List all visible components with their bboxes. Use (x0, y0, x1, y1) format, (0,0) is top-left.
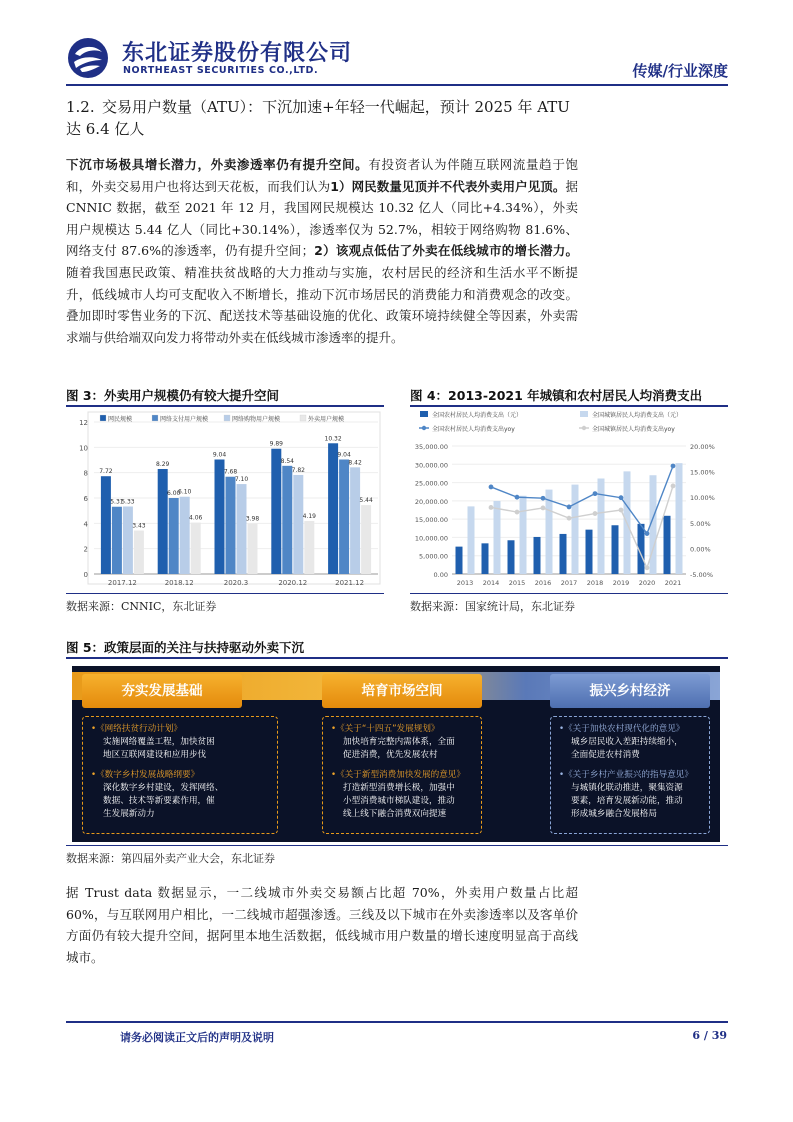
fig3-bar (248, 524, 258, 574)
fig3-legend-label: 网络支付用户规模 (160, 416, 209, 423)
fig3-data-label: 8.54 (280, 457, 294, 465)
fig4-ytick-left-label: 0.00 (433, 571, 448, 579)
fig4-point-rural-yoy (567, 505, 572, 510)
footer-divider (66, 1021, 728, 1023)
fig5-title: 图 5：政策层面的关注与扶持驱动外卖下沉 (66, 640, 305, 655)
fig3-data-label: 6.00 (167, 490, 181, 497)
fig4-xtick-label: 2021 (664, 579, 682, 587)
fig4-point-urban-yoy (489, 505, 494, 510)
fig4-bar-rural (482, 543, 489, 574)
policy-item-title: •《关于乡村产业振兴的指导意见》 (559, 770, 693, 780)
fig4-bar-rural (534, 537, 541, 574)
fig3-data-label: 9.04 (212, 451, 227, 459)
section-title-text: 交易用户数量（ATU）：下沉加速+年轻一代崛起，预计 2025 年 ATU 达 6.4 亿人 (66, 98, 570, 138)
fig4-xtick-label: 2015 (508, 579, 526, 587)
section-number: 1.2. (66, 98, 95, 116)
fig5-bottom-rule (66, 845, 728, 846)
fig4-point-rural-yoy (515, 495, 520, 500)
policy-item-line: 地区互联网建设和应用步伐 (103, 750, 207, 760)
fig3-data-label: 3.98 (245, 515, 260, 523)
body-paragraph-1 (66, 154, 578, 348)
policy-item-line: 数据、技术等新要素作用，催 (103, 796, 215, 806)
fig3-data-label: 7.72 (99, 468, 113, 476)
fig3-bar (191, 523, 201, 574)
fig3-data-label: 8.42 (348, 459, 362, 467)
fig4-bar-rural (560, 534, 567, 574)
policy-item-line: 城乡居民收入差距持续缩小， (571, 737, 683, 747)
fig3-bar (293, 475, 303, 574)
fig3-xtick-label: 2018.12 (164, 579, 194, 587)
policy-item-line: 促进消费，优先发展农村 (343, 750, 438, 760)
fig3-xtick-label: 2017.12 (107, 579, 137, 587)
fig4-point-urban-yoy (567, 516, 572, 521)
fig4-legend-marker (422, 426, 426, 430)
fig3-title: 图 3：外卖用户规模仍有较大提升空间 (66, 388, 280, 403)
fig4-bar-rural (456, 547, 463, 574)
fig3-bar (282, 466, 292, 574)
fig5-source: 数据来源：第四届外卖产业大会，东北证券 (66, 852, 275, 865)
fig3-bar (101, 476, 111, 574)
policy-item-line: 深化数字乡村建设，发挥网络、 (103, 783, 224, 793)
fig3-xtick-label: 2021.12 (335, 579, 365, 587)
body-paragraph-2: 据 Trust data 数据显示，一二线城市外卖交易额占比超 70%，外卖用户数量占比超 60%，与互联网用户相比，一二线城市超强渗透。三线及以下城市在外卖渗透率以及客单价方面仍有较大提升空间，据阿里本地生活数据，低线城市用户数量的增长速度明显高于高线城市。 (66, 885, 578, 965)
fig3-bar (169, 498, 179, 574)
fig3-legend-label: 网络购物用户规模 (232, 416, 281, 423)
fig4-legend-swatch (580, 411, 588, 417)
para1-text-1: 有投资者认为伴随互联网流量趋于饱和，外卖交易用户也将达到天花板，而我们认为 (66, 157, 578, 194)
fig3-data-label: 9.89 (269, 440, 283, 448)
fig3-ytick-label: 2 (83, 545, 88, 554)
fig4-xtick-label: 2016 (534, 579, 552, 587)
policy-item-line: 全面促进农村消费 (571, 750, 640, 760)
fig4-ytick-left-label: 35,000.00 (414, 443, 448, 451)
fig3-bar (361, 505, 371, 574)
policy-item-line: 加快培育完整内需体系，全面 (343, 737, 455, 747)
policy-item-line: 小型消费城市梯队建设，推动 (343, 796, 455, 806)
fig4-point-rural-yoy (619, 495, 624, 500)
fig3-bar (215, 459, 225, 574)
policy-box-market (322, 716, 482, 834)
fig4-xtick-label: 2013 (456, 579, 474, 587)
policy-item-line: 与城镇化联动推进，聚集资源 (571, 783, 683, 793)
fig3-ytick-label: 12 (79, 419, 88, 427)
fig4-point-urban-yoy (671, 484, 676, 489)
fig4-ytick-left-label: 25,000.00 (414, 479, 448, 488)
policy-diagram (72, 666, 720, 842)
para1-text-3: 随着我国惠民政策、精准扶贫战略的大力推动与实施，农村居民的经济和生活水平不断提升，低线城市人均可支配收入不断增长，推动下沉市场居民的消费能力和消费观念的改变。叠加即时零售业务的下沉、配送技术等基础设施的优化、政策环境持续健全等因素，外卖需求端与供给端双向发力将带动外卖在低线城市渗透率的提升。 (66, 264, 578, 345)
page-header (66, 30, 728, 88)
fig3-bar (237, 484, 247, 574)
policy-item-line: 打造新型消费增长极，加强中 (343, 783, 455, 793)
fig4-ytick-left-label: 30,000.00 (414, 461, 448, 470)
fig4-bar-urban (598, 479, 605, 574)
fig4-point-urban-yoy (593, 511, 598, 516)
fig4-ytick-right-label: -5.00% (690, 571, 713, 579)
fig4-point-rural-yoy (671, 464, 676, 469)
fig4-ytick-right-label: 20.00% (690, 443, 715, 451)
fig3-bar (134, 531, 144, 574)
fig4-bar-rural (664, 516, 671, 574)
fig4-xtick-label: 2014 (482, 579, 500, 587)
fig3-ytick-label: 4 (83, 520, 88, 529)
fig3-data-label: 5.33 (121, 498, 135, 506)
pillar-foundation: 夯实发展基础 (82, 674, 242, 708)
fig3-data-label: 7.68 (223, 468, 238, 476)
fig3-legend-label: 网民规模 (108, 416, 133, 423)
fig3-xtick-label: 2020.12 (278, 579, 308, 587)
fig4-point-rural-yoy (489, 485, 494, 490)
fig4-bar-urban (572, 485, 579, 574)
fig3-data-label: 9.04 (337, 451, 351, 459)
fig4-bar-urban (494, 501, 501, 574)
fig3-legend-label: 外卖用户规模 (308, 416, 345, 423)
fig3-ytick-label: 6 (83, 495, 88, 503)
section-heading (66, 96, 586, 140)
policy-item-line: 线上线下融合消费双向提速 (343, 809, 447, 819)
para1-bold-2: 1）网民数量见顶并不代表外卖用户见顶。 (330, 178, 566, 194)
fig3-xtick-label: 2020.3 (223, 579, 249, 587)
fig3-bottom-rule (66, 593, 384, 594)
fig3-ytick-label: 8 (83, 469, 88, 478)
pillar-market: 培育市场空间 (322, 674, 482, 708)
fig4-bar-rural (586, 530, 593, 574)
fig4-top-rule (410, 405, 728, 407)
fig3-chart (66, 408, 384, 592)
fig4-bar-urban (520, 496, 527, 574)
fig4-xtick-label: 2017 (560, 579, 578, 587)
fig4-legend-swatch (420, 411, 428, 417)
fig3-legend-swatch (152, 415, 158, 421)
fig3-bar (158, 469, 168, 574)
para1-bold-1: 下沉市场极具增长潜力，外卖渗透率仍有提升空间。 (66, 157, 369, 172)
policy-item-line: 形成城乡融合发展格局 (571, 809, 657, 819)
fig4-bar-urban (546, 490, 553, 574)
fig3-data-label: 7.10 (234, 476, 249, 484)
fig4-ytick-right-label: 10.00% (690, 494, 715, 503)
policy-item-title: •《数字乡村发展战略纲要》 (91, 770, 200, 780)
policy-item-title: •《关于“十四五”发展规划》 (331, 724, 440, 734)
fig3-bar (226, 477, 236, 574)
fig4-bar-rural (612, 525, 619, 574)
fig3-data-label: 10.32 (324, 435, 342, 443)
fig4-ytick-right-label: 0.00% (690, 545, 711, 554)
fig4-legend-marker (582, 426, 586, 430)
company-logo-icon (66, 36, 110, 80)
policy-box-foundation (82, 716, 278, 834)
fig3-legend-swatch (224, 415, 230, 421)
fig4-bar-rural (508, 540, 515, 574)
fig4-point-rural-yoy (645, 531, 650, 536)
fig3-source: 数据来源：CNNIC，东北证券 (66, 600, 217, 613)
fig4-ytick-right-label: 15.00% (690, 468, 715, 477)
fig3-legend-swatch (300, 415, 306, 421)
fig3-bar (339, 459, 349, 574)
fig3-bar (350, 467, 360, 574)
pillar-rural: 振兴乡村经济 (550, 674, 710, 708)
company-name-en: NORTHEAST SECURITIES CO.,LTD. (123, 65, 319, 76)
fig4-ytick-right-label: 5.00% (690, 519, 711, 528)
policy-item-line: 实施网络覆盖工程，加快贫困 (103, 737, 215, 747)
policy-item-title: •《关于新型消费加快发展的意见》 (331, 770, 465, 780)
fig3-bar (328, 443, 338, 574)
fig4-bar-urban (468, 506, 475, 574)
fig4-line-rural-yoy (491, 466, 673, 534)
fig4-ytick-left-label: 10,000.00 (414, 534, 448, 543)
policy-item-line: 生发展新动力 (103, 809, 155, 819)
fig3-data-label: 3.43 (132, 522, 146, 530)
fig4-source: 数据来源：国家统计局，东北证券 (410, 600, 575, 613)
fig4-chart (410, 408, 728, 592)
fig3-data-label: 4.06 (189, 514, 203, 522)
footer-disclaimer: 请务必阅读正文后的声明及说明 (120, 1031, 274, 1044)
fig5-top-rule (66, 657, 728, 659)
fig3-bar (180, 497, 190, 574)
company-name-cn: 东北证券股份有限公司 (122, 41, 353, 66)
fig4-legend-label: 全国农村居民人均消费支出（元） (432, 412, 523, 419)
policy-item-line: 要素，培育发展新动能，推动 (571, 796, 683, 806)
fig4-point-urban-yoy (515, 510, 520, 515)
fig3-bar (123, 506, 133, 574)
page-number: 6 / 39 (692, 1029, 727, 1042)
fig4-ytick-left-label: 5,000.00 (419, 552, 448, 561)
fig3-data-label: 6.10 (178, 488, 192, 496)
fig4-ytick-left-label: 20,000.00 (414, 497, 448, 506)
policy-item-title: •《关于加快农村现代化的意见》 (559, 724, 685, 734)
fig4-bottom-rule (410, 593, 728, 594)
fig4-legend-label: 全国城镇居民人均消费支出yoy (592, 426, 675, 433)
fig4-point-urban-yoy (645, 565, 650, 570)
fig3-data-label: 7.82 (291, 466, 305, 474)
para1-text-2: 据 CNNIC 数据，截至 2021 年 12 月，我国网民规模达 10.32 亿人（同比+4.34%），外卖用户规模达 5.44 亿人（同比+30.14%），渗透率仅为 52.7%，相较于网络购物 81.6%、网络支付 87.6%的渗透率，仍有提升空间； (66, 178, 578, 259)
fig3-data-label: 5.44 (359, 497, 373, 505)
fig3-bar (304, 521, 314, 574)
header-divider (66, 84, 728, 86)
policy-banner-band (72, 672, 720, 700)
fig4-point-rural-yoy (593, 491, 598, 496)
fig3-data-label: 4.19 (302, 512, 316, 520)
fig3-ytick-label: 10 (79, 444, 88, 453)
policy-item-title: •《网络扶贫行动计划》 (91, 724, 183, 734)
fig4-xtick-label: 2019 (612, 579, 630, 587)
fig4-point-urban-yoy (619, 508, 624, 513)
para1-bold-3: 2）该观点低估了外卖在低线城市的增长潜力。 (314, 243, 579, 259)
fig4-legend-label: 全国城镇居民人均消费支出（元） (592, 412, 683, 419)
fig3-ytick-label: 0 (83, 571, 88, 579)
fig4-xtick-label: 2020 (638, 579, 656, 587)
fig3-top-rule (66, 405, 384, 407)
fig4-point-urban-yoy (541, 506, 546, 511)
fig3-legend-swatch (100, 415, 106, 421)
fig4-ytick-left-label: 15,000.00 (414, 516, 448, 525)
report-category: 传媒/行业深度 (632, 62, 728, 80)
fig3-data-label: 8.29 (156, 460, 170, 468)
fig4-bar-urban (676, 463, 683, 574)
fig4-legend-label: 全国农村居民人均消费支出yoy (432, 426, 515, 433)
fig3-data-label: 5.31 (110, 498, 124, 506)
fig4-xtick-label: 2018 (586, 579, 604, 587)
fig3-bar (271, 449, 281, 574)
fig4-point-rural-yoy (541, 496, 546, 501)
fig4-title: 图 4：2013-2021 年城镇和农村居民人均消费支出 (410, 388, 703, 403)
fig3-bar (112, 507, 122, 574)
policy-box-rural (550, 716, 710, 834)
